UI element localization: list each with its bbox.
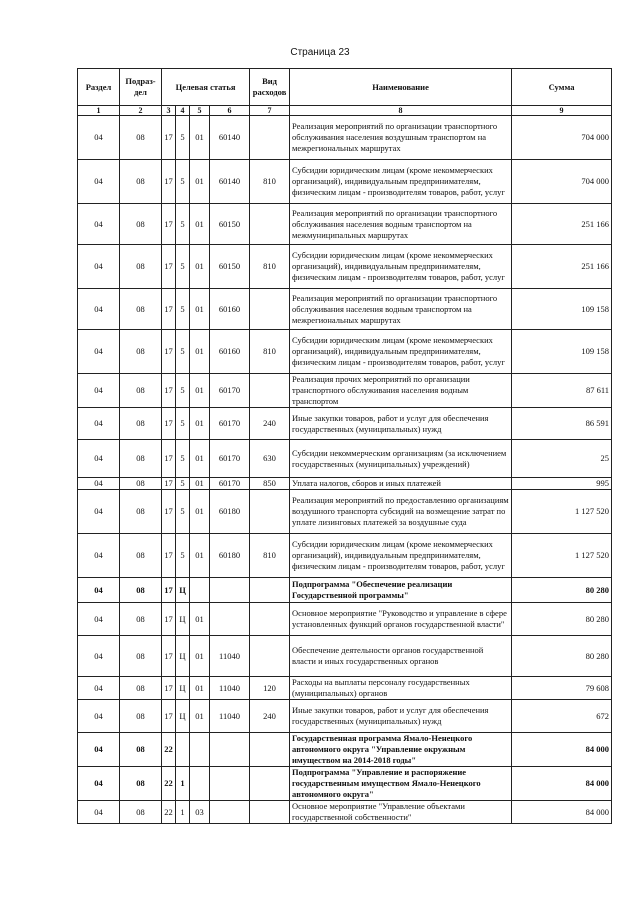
cell-summa: 84 000 — [512, 767, 612, 801]
cell-podrazdel: 08 — [120, 767, 162, 801]
cell-vid-raskhodov: 120 — [250, 677, 290, 700]
cell-direction — [210, 801, 250, 824]
cell-measure: 01 — [190, 204, 210, 245]
header-vid-raskhodov: Вид расходов — [250, 69, 290, 106]
cell-program: 22 — [162, 767, 176, 801]
cell-podrazdel: 08 — [120, 116, 162, 160]
cell-direction — [210, 733, 250, 767]
cell-direction — [210, 578, 250, 603]
cell-program: 17 — [162, 374, 176, 408]
cell-measure: 01 — [190, 160, 210, 204]
cell-naimenovanie: Иные закупки товаров, работ и услуг для обеспечения государственных (муниципальных) нужд — [290, 408, 512, 440]
cell-razdel: 04 — [78, 534, 120, 578]
cell-naimenovanie: Субсидии юридическим лицам (кроме некоммерческих организаций), индивидуальным предпринимателям, физическим лицам - производителям товаров, работ, услуг — [290, 534, 512, 578]
cell-subprogram: Ц — [176, 603, 190, 636]
cell-program: 17 — [162, 490, 176, 534]
cell-subprogram: 5 — [176, 160, 190, 204]
cell-podrazdel: 08 — [120, 374, 162, 408]
cell-naimenovanie: Субсидии юридическим лицам (кроме некоммерческих организаций), индивидуальным предпринимателям, физическим лицам - производителям товаров, работ, услуг — [290, 245, 512, 289]
cell-summa: 80 280 — [512, 636, 612, 677]
cell-razdel: 04 — [78, 578, 120, 603]
table-row — [78, 116, 612, 160]
cell-measure: 01 — [190, 408, 210, 440]
table-row — [78, 700, 612, 733]
cell-summa: 995 — [512, 478, 612, 490]
header-razdel: Раздел — [78, 69, 120, 106]
header-celevaya-statya: Целевая статья — [162, 69, 250, 106]
cell-naimenovanie: Иные закупки товаров, работ и услуг для обеспечения государственных (муниципальных) нужд — [290, 700, 512, 733]
cell-subprogram: Ц — [176, 677, 190, 700]
table-row — [78, 578, 612, 603]
header-naimenovanie: Наименование — [290, 69, 512, 106]
cell-podrazdel: 08 — [120, 160, 162, 204]
table-body — [78, 116, 612, 824]
cell-vid-raskhodov: 810 — [250, 160, 290, 204]
cell-podrazdel: 08 — [120, 603, 162, 636]
cell-podrazdel: 08 — [120, 490, 162, 534]
cell-vid-raskhodov: 630 — [250, 440, 290, 478]
cell-program: 17 — [162, 245, 176, 289]
cell-naimenovanie: Расходы на выплаты персоналу государственных (муниципальных) органов — [290, 677, 512, 700]
col-number: 3 — [162, 106, 176, 116]
cell-razdel: 04 — [78, 603, 120, 636]
cell-podrazdel: 08 — [120, 330, 162, 374]
cell-summa: 672 — [512, 700, 612, 733]
cell-program: 17 — [162, 160, 176, 204]
cell-razdel: 04 — [78, 636, 120, 677]
cell-program: 17 — [162, 578, 176, 603]
cell-subprogram: Ц — [176, 578, 190, 603]
cell-measure: 01 — [190, 478, 210, 490]
cell-razdel: 04 — [78, 289, 120, 330]
cell-program: 17 — [162, 440, 176, 478]
cell-vid-raskhodov: 240 — [250, 408, 290, 440]
cell-summa: 80 280 — [512, 578, 612, 603]
cell-measure: 01 — [190, 374, 210, 408]
cell-summa: 251 166 — [512, 245, 612, 289]
cell-summa: 704 000 — [512, 160, 612, 204]
cell-program: 17 — [162, 636, 176, 677]
cell-direction — [210, 767, 250, 801]
col-number: 6 — [210, 106, 250, 116]
cell-podrazdel: 08 — [120, 440, 162, 478]
cell-naimenovanie: Подпрограмма "Обеспечение реализации Государственной программы" — [290, 578, 512, 603]
cell-razdel: 04 — [78, 440, 120, 478]
cell-subprogram: 5 — [176, 116, 190, 160]
cell-measure: 01 — [190, 534, 210, 578]
cell-subprogram — [176, 733, 190, 767]
cell-vid-raskhodov — [250, 289, 290, 330]
cell-razdel: 04 — [78, 116, 120, 160]
cell-direction: 11040 — [210, 700, 250, 733]
cell-naimenovanie: Субсидии юридическим лицам (кроме некоммерческих организаций), индивидуальным предпринимателям, физическим лицам - производителям товаров, работ, услуг — [290, 160, 512, 204]
cell-summa: 109 158 — [512, 330, 612, 374]
cell-subprogram: 5 — [176, 289, 190, 330]
table-row — [78, 374, 612, 408]
cell-measure — [190, 578, 210, 603]
cell-naimenovanie: Уплата налогов, сборов и иных платежей — [290, 478, 512, 490]
cell-naimenovanie: Реализация мероприятий по организации транспортного обслуживания населения водным транспортом на межмуниципальных маршрутах — [290, 204, 512, 245]
cell-summa: 109 158 — [512, 289, 612, 330]
cell-podrazdel: 08 — [120, 478, 162, 490]
header-podrazdel: Подраз-дел — [120, 69, 162, 106]
cell-naimenovanie: Обеспечение деятельности органов государственной власти и иных государственных органов — [290, 636, 512, 677]
cell-measure: 01 — [190, 330, 210, 374]
cell-subprogram: Ц — [176, 700, 190, 733]
cell-razdel: 04 — [78, 733, 120, 767]
cell-direction: 60180 — [210, 534, 250, 578]
cell-vid-raskhodov — [250, 374, 290, 408]
cell-program: 17 — [162, 603, 176, 636]
cell-podrazdel: 08 — [120, 801, 162, 824]
cell-podrazdel: 08 — [120, 733, 162, 767]
table-row — [78, 677, 612, 700]
table-row — [78, 490, 612, 534]
cell-razdel: 04 — [78, 245, 120, 289]
cell-summa: 79 608 — [512, 677, 612, 700]
cell-podrazdel: 08 — [120, 677, 162, 700]
cell-razdel: 04 — [78, 330, 120, 374]
cell-vid-raskhodov — [250, 636, 290, 677]
cell-vid-raskhodov — [250, 116, 290, 160]
cell-vid-raskhodov — [250, 603, 290, 636]
cell-measure: 01 — [190, 490, 210, 534]
cell-razdel: 04 — [78, 160, 120, 204]
cell-podrazdel: 08 — [120, 700, 162, 733]
cell-direction: 60170 — [210, 408, 250, 440]
table-row — [78, 801, 612, 824]
cell-program: 17 — [162, 408, 176, 440]
cell-vid-raskhodov: 240 — [250, 700, 290, 733]
table-row — [78, 603, 612, 636]
cell-direction: 60180 — [210, 490, 250, 534]
cell-naimenovanie: Реализация прочих мероприятий по организации транспортного обслуживания населения водным транспортом — [290, 374, 512, 408]
cell-razdel: 04 — [78, 677, 120, 700]
table-row — [78, 408, 612, 440]
cell-vid-raskhodov — [250, 801, 290, 824]
cell-podrazdel: 08 — [120, 534, 162, 578]
cell-razdel: 04 — [78, 478, 120, 490]
cell-podrazdel: 08 — [120, 245, 162, 289]
cell-direction: 60170 — [210, 374, 250, 408]
cell-program: 22 — [162, 733, 176, 767]
column-number-row — [78, 106, 612, 116]
cell-naimenovanie: Субсидии юридическим лицам (кроме некоммерческих организаций), индивидуальным предпринимателям, физическим лицам - производителям товаров, работ, услуг — [290, 330, 512, 374]
header-row — [78, 69, 612, 106]
cell-vid-raskhodov — [250, 490, 290, 534]
cell-subprogram: 5 — [176, 408, 190, 440]
cell-razdel: 04 — [78, 801, 120, 824]
cell-direction: 60170 — [210, 478, 250, 490]
cell-direction: 11040 — [210, 636, 250, 677]
cell-naimenovanie: Подпрограмма "Управление и распоряжение государственным имуществом Ямало-Ненецкого автономного округа" — [290, 767, 512, 801]
cell-measure: 01 — [190, 116, 210, 160]
cell-podrazdel: 08 — [120, 578, 162, 603]
cell-measure: 03 — [190, 801, 210, 824]
cell-vid-raskhodov — [250, 204, 290, 245]
cell-razdel: 04 — [78, 700, 120, 733]
cell-vid-raskhodov — [250, 578, 290, 603]
cell-naimenovanie: Реализация мероприятий по организации транспортного обслуживания населения водным транспортом на межрегиональных маршрутах — [290, 289, 512, 330]
cell-program: 17 — [162, 330, 176, 374]
cell-direction: 60150 — [210, 245, 250, 289]
cell-program: 17 — [162, 677, 176, 700]
cell-measure: 01 — [190, 636, 210, 677]
cell-vid-raskhodov: 810 — [250, 534, 290, 578]
cell-direction: 60140 — [210, 116, 250, 160]
col-number: 1 — [78, 106, 120, 116]
cell-vid-raskhodov: 850 — [250, 478, 290, 490]
table-row — [78, 204, 612, 245]
col-number: 4 — [176, 106, 190, 116]
cell-direction: 60140 — [210, 160, 250, 204]
cell-direction: 11040 — [210, 677, 250, 700]
header-summa: Сумма — [512, 69, 612, 106]
cell-program: 17 — [162, 534, 176, 578]
table-row — [78, 478, 612, 490]
cell-razdel: 04 — [78, 490, 120, 534]
cell-measure: 01 — [190, 700, 210, 733]
cell-subprogram: Ц — [176, 636, 190, 677]
cell-measure: 01 — [190, 603, 210, 636]
cell-measure: 01 — [190, 245, 210, 289]
cell-direction: 60170 — [210, 440, 250, 478]
cell-subprogram: 5 — [176, 440, 190, 478]
cell-program: 22 — [162, 801, 176, 824]
cell-naimenovanie: Реализация мероприятий по предоставлению организациям воздушного транспорта субсидий на возмещение затрат по уплате лизинговых платежей за воздушные суда — [290, 490, 512, 534]
cell-vid-raskhodov — [250, 767, 290, 801]
cell-vid-raskhodov: 810 — [250, 330, 290, 374]
cell-razdel: 04 — [78, 408, 120, 440]
cell-subprogram: 1 — [176, 767, 190, 801]
cell-measure: 01 — [190, 289, 210, 330]
cell-summa: 84 000 — [512, 733, 612, 767]
cell-program: 17 — [162, 116, 176, 160]
cell-summa: 80 280 — [512, 603, 612, 636]
cell-naimenovanie: Основное мероприятие "Руководство и управление в сфере установленных функций органов государственной власти" — [290, 603, 512, 636]
table-row — [78, 636, 612, 677]
cell-subprogram: 1 — [176, 801, 190, 824]
cell-razdel: 04 — [78, 767, 120, 801]
cell-naimenovanie: Реализация мероприятий по организации транспортного обслуживания населения воздушным транспортом на межрегиональных маршрутах — [290, 116, 512, 160]
cell-naimenovanie: Основное мероприятие "Управление объектами государственной собственности" — [290, 801, 512, 824]
cell-direction: 60160 — [210, 289, 250, 330]
table-row — [78, 440, 612, 478]
cell-program: 17 — [162, 700, 176, 733]
col-number: 5 — [190, 106, 210, 116]
cell-measure — [190, 733, 210, 767]
cell-subprogram: 5 — [176, 490, 190, 534]
col-number: 2 — [120, 106, 162, 116]
page-number-label: Страница 23 — [290, 47, 350, 58]
cell-measure: 01 — [190, 677, 210, 700]
cell-subprogram: 5 — [176, 245, 190, 289]
cell-naimenovanie: Субсидии некоммерческим организациям (за исключением государственных (муниципальных) учреждений) — [290, 440, 512, 478]
table-row — [78, 245, 612, 289]
cell-summa: 251 166 — [512, 204, 612, 245]
col-number: 9 — [512, 106, 612, 116]
cell-razdel: 04 — [78, 374, 120, 408]
cell-vid-raskhodov: 810 — [250, 245, 290, 289]
table-row — [78, 289, 612, 330]
cell-subprogram: 5 — [176, 330, 190, 374]
cell-summa: 87 611 — [512, 374, 612, 408]
cell-podrazdel: 08 — [120, 204, 162, 245]
cell-direction: 60160 — [210, 330, 250, 374]
col-number: 8 — [290, 106, 512, 116]
cell-program: 17 — [162, 204, 176, 245]
cell-summa: 704 000 — [512, 116, 612, 160]
budget-table — [77, 68, 612, 824]
cell-summa: 86 591 — [512, 408, 612, 440]
table-row — [78, 733, 612, 767]
table-row — [78, 767, 612, 801]
cell-razdel: 04 — [78, 204, 120, 245]
cell-direction: 60150 — [210, 204, 250, 245]
cell-podrazdel: 08 — [120, 408, 162, 440]
cell-summa: 84 000 — [512, 801, 612, 824]
cell-measure — [190, 767, 210, 801]
cell-program: 17 — [162, 478, 176, 490]
cell-subprogram: 5 — [176, 374, 190, 408]
cell-subprogram: 5 — [176, 204, 190, 245]
col-number: 7 — [250, 106, 290, 116]
cell-summa: 1 127 520 — [512, 534, 612, 578]
cell-subprogram: 5 — [176, 534, 190, 578]
cell-podrazdel: 08 — [120, 289, 162, 330]
table-row — [78, 330, 612, 374]
cell-vid-raskhodov — [250, 733, 290, 767]
cell-podrazdel: 08 — [120, 636, 162, 677]
cell-direction — [210, 603, 250, 636]
table-row — [78, 160, 612, 204]
cell-summa: 1 127 520 — [512, 490, 612, 534]
cell-subprogram: 5 — [176, 478, 190, 490]
cell-measure: 01 — [190, 440, 210, 478]
cell-summa: 25 — [512, 440, 612, 478]
table-row — [78, 534, 612, 578]
cell-program: 17 — [162, 289, 176, 330]
cell-naimenovanie: Государственная программа Ямало-Ненецкого автономного округа "Управление окружным имуществом на 2014-2018 годы" — [290, 733, 512, 767]
